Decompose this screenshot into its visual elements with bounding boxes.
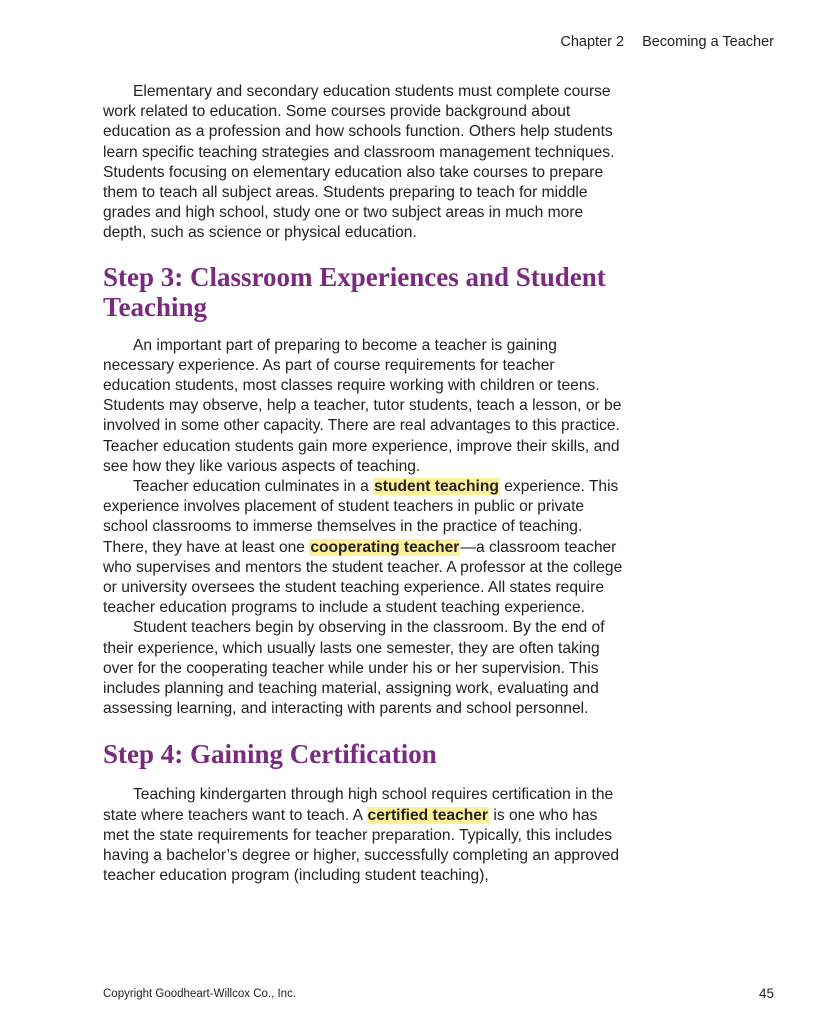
- intro-paragraph: Elementary and secondary education students must complete course work related to education. Some courses provide background about education as a profession and how schools function. Others help students learn specific teaching strategies and classroom management techniques. Students focusing on elementary education also take courses to prepare them to teach all subject areas. Students preparing to teach for middle grades and high school, study one or two subject areas in much more depth, such as science or physical education.: [103, 83, 615, 242]
- step3-paragraph-2-text-c: —a classroom teacher who supervises and mentors the student teacher. A professor at the college or university oversees the student teaching experience. All states require teacher education programs to include a student teaching experience.: [103, 538, 623, 617]
- step4-paragraph-1-text-b: is one who has met the state requirements for teacher preparation. Typically, this includes having a bachelor’s degree or higher, successfully completing an approved teacher education program (including student teaching),: [103, 806, 620, 885]
- step4-paragraph-1: [103, 785, 623, 886]
- page-body: [103, 82, 623, 887]
- step4-paragraph-1-text-a: Teaching kindergarten through high school requires certification in the state where teachers want to teach. A: [103, 786, 614, 824]
- term-certified-teacher: certified teacher: [367, 806, 489, 824]
- step3-paragraph-2: [103, 477, 623, 618]
- copyright-notice: Copyright Goodheart-Willcox Co., Inc.: [103, 988, 297, 1000]
- step3-heading: Step 3: Classroom Experiences and Student Teaching: [103, 261, 606, 322]
- step3-paragraph-1: An important part of preparing to become a teacher is gaining necessary experience. As part of course requirements for teacher education students, most classes require working with children or teens. Students may observe, help a teacher, tutor students, teach a lesson, or be involved in some other capacity. There are real advantages to this practice. Teacher education students gain more experience, improve their skills, and see how they like various aspects of teaching.: [103, 336, 622, 475]
- running-head: [560, 34, 774, 50]
- step3-paragraph-2-text-a: Teacher education culminates in a: [133, 478, 374, 496]
- step3-paragraph-2-text-b: experience. This experience involves placement of student teachers in public or private school classrooms to immerse themselves in the practice of teaching. There, they have at least one: [103, 478, 619, 556]
- chapter-label: Chapter 2: [560, 34, 625, 50]
- page-number: 45: [758, 986, 774, 1001]
- term-student-teaching: student teaching: [374, 478, 499, 496]
- step3-paragraph-3: Student teachers begin by observing in the classroom. By the end of their experience, which usually lasts one semester, they are often taking over for the cooperating teacher while under his or her supervision. This includes planning and teaching material, assigning work, evaluating and assessing learning, and interacting with parents and school personnel.: [103, 619, 605, 718]
- step4-heading: Step 4: Gaining Certification: [103, 739, 437, 770]
- term-cooperating-teacher: cooperating teacher: [310, 538, 460, 556]
- chapter-title: Becoming a Teacher: [642, 34, 774, 50]
